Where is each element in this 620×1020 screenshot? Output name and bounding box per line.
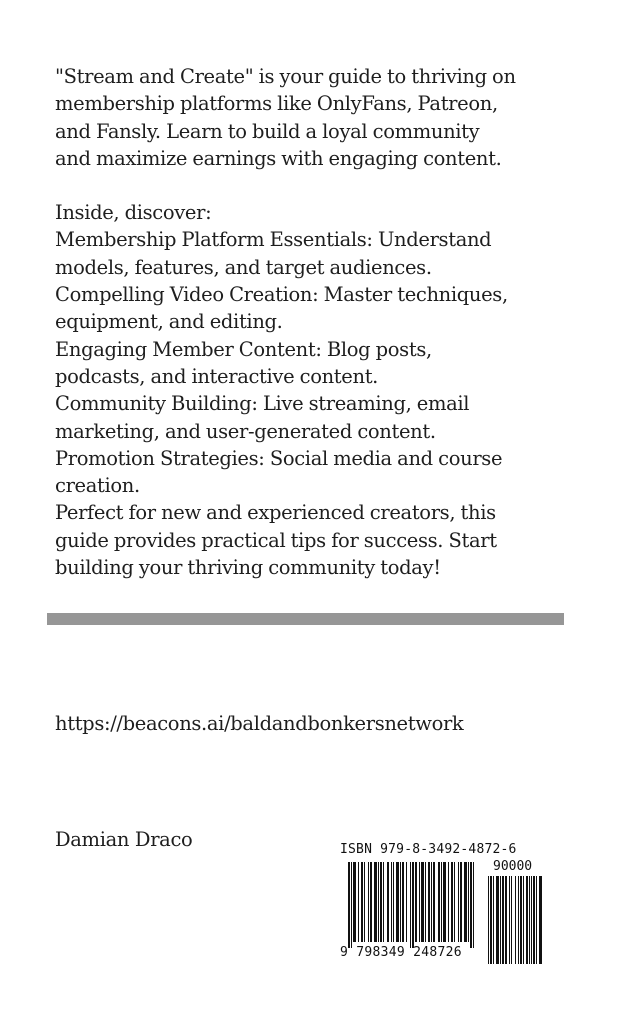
description-line: Promotion Strategies: Social media and course [55, 446, 503, 470]
description-line: creation. [55, 474, 140, 498]
description-line: guide provides practical tips for success. Start [55, 528, 497, 552]
back-cover-description [55, 63, 575, 581]
description-line: marketing, and user-generated content. [55, 419, 436, 443]
description-line: and maximize earnings with engaging content. [55, 146, 502, 170]
description-line: Community Building: Live streaming, email [55, 392, 470, 416]
description-line: Perfect for new and experienced creators, this [55, 501, 496, 525]
description-line: Membership Platform Essentials: Understand [55, 228, 492, 252]
description-line: building your thriving community today! [55, 556, 441, 580]
description-line: "Stream and Create" is your guide to thriving on [55, 65, 516, 88]
description-line: Engaging Member Content: Blog posts, [55, 337, 432, 361]
description-line: models, features, and target audiences. [55, 255, 432, 279]
paragraph-gap [55, 172, 575, 199]
description-line: podcasts, and interactive content. [55, 364, 379, 388]
divider-bar [47, 613, 564, 625]
description-line: Compelling Video Creation: Master techniques, [55, 283, 508, 307]
description-line: and Fansly. Learn to build a loyal community [55, 119, 480, 143]
website-link: https://beacons.ai/baldandbonkersnetwork [55, 712, 464, 735]
barcode-addon-number: 90000 [493, 859, 533, 874]
author-name: Damian Draco [55, 828, 193, 851]
isbn-label: ISBN 979-8-3492-4872-6 [340, 842, 517, 857]
barcode-digits: 9 798349 248726 [340, 945, 462, 960]
description-line: Inside, discover: [55, 201, 212, 225]
isbn-barcode [338, 840, 548, 972]
description-line: membership platforms like OnlyFans, Patreon, [55, 92, 498, 116]
description-line: equipment, and editing. [55, 310, 283, 334]
